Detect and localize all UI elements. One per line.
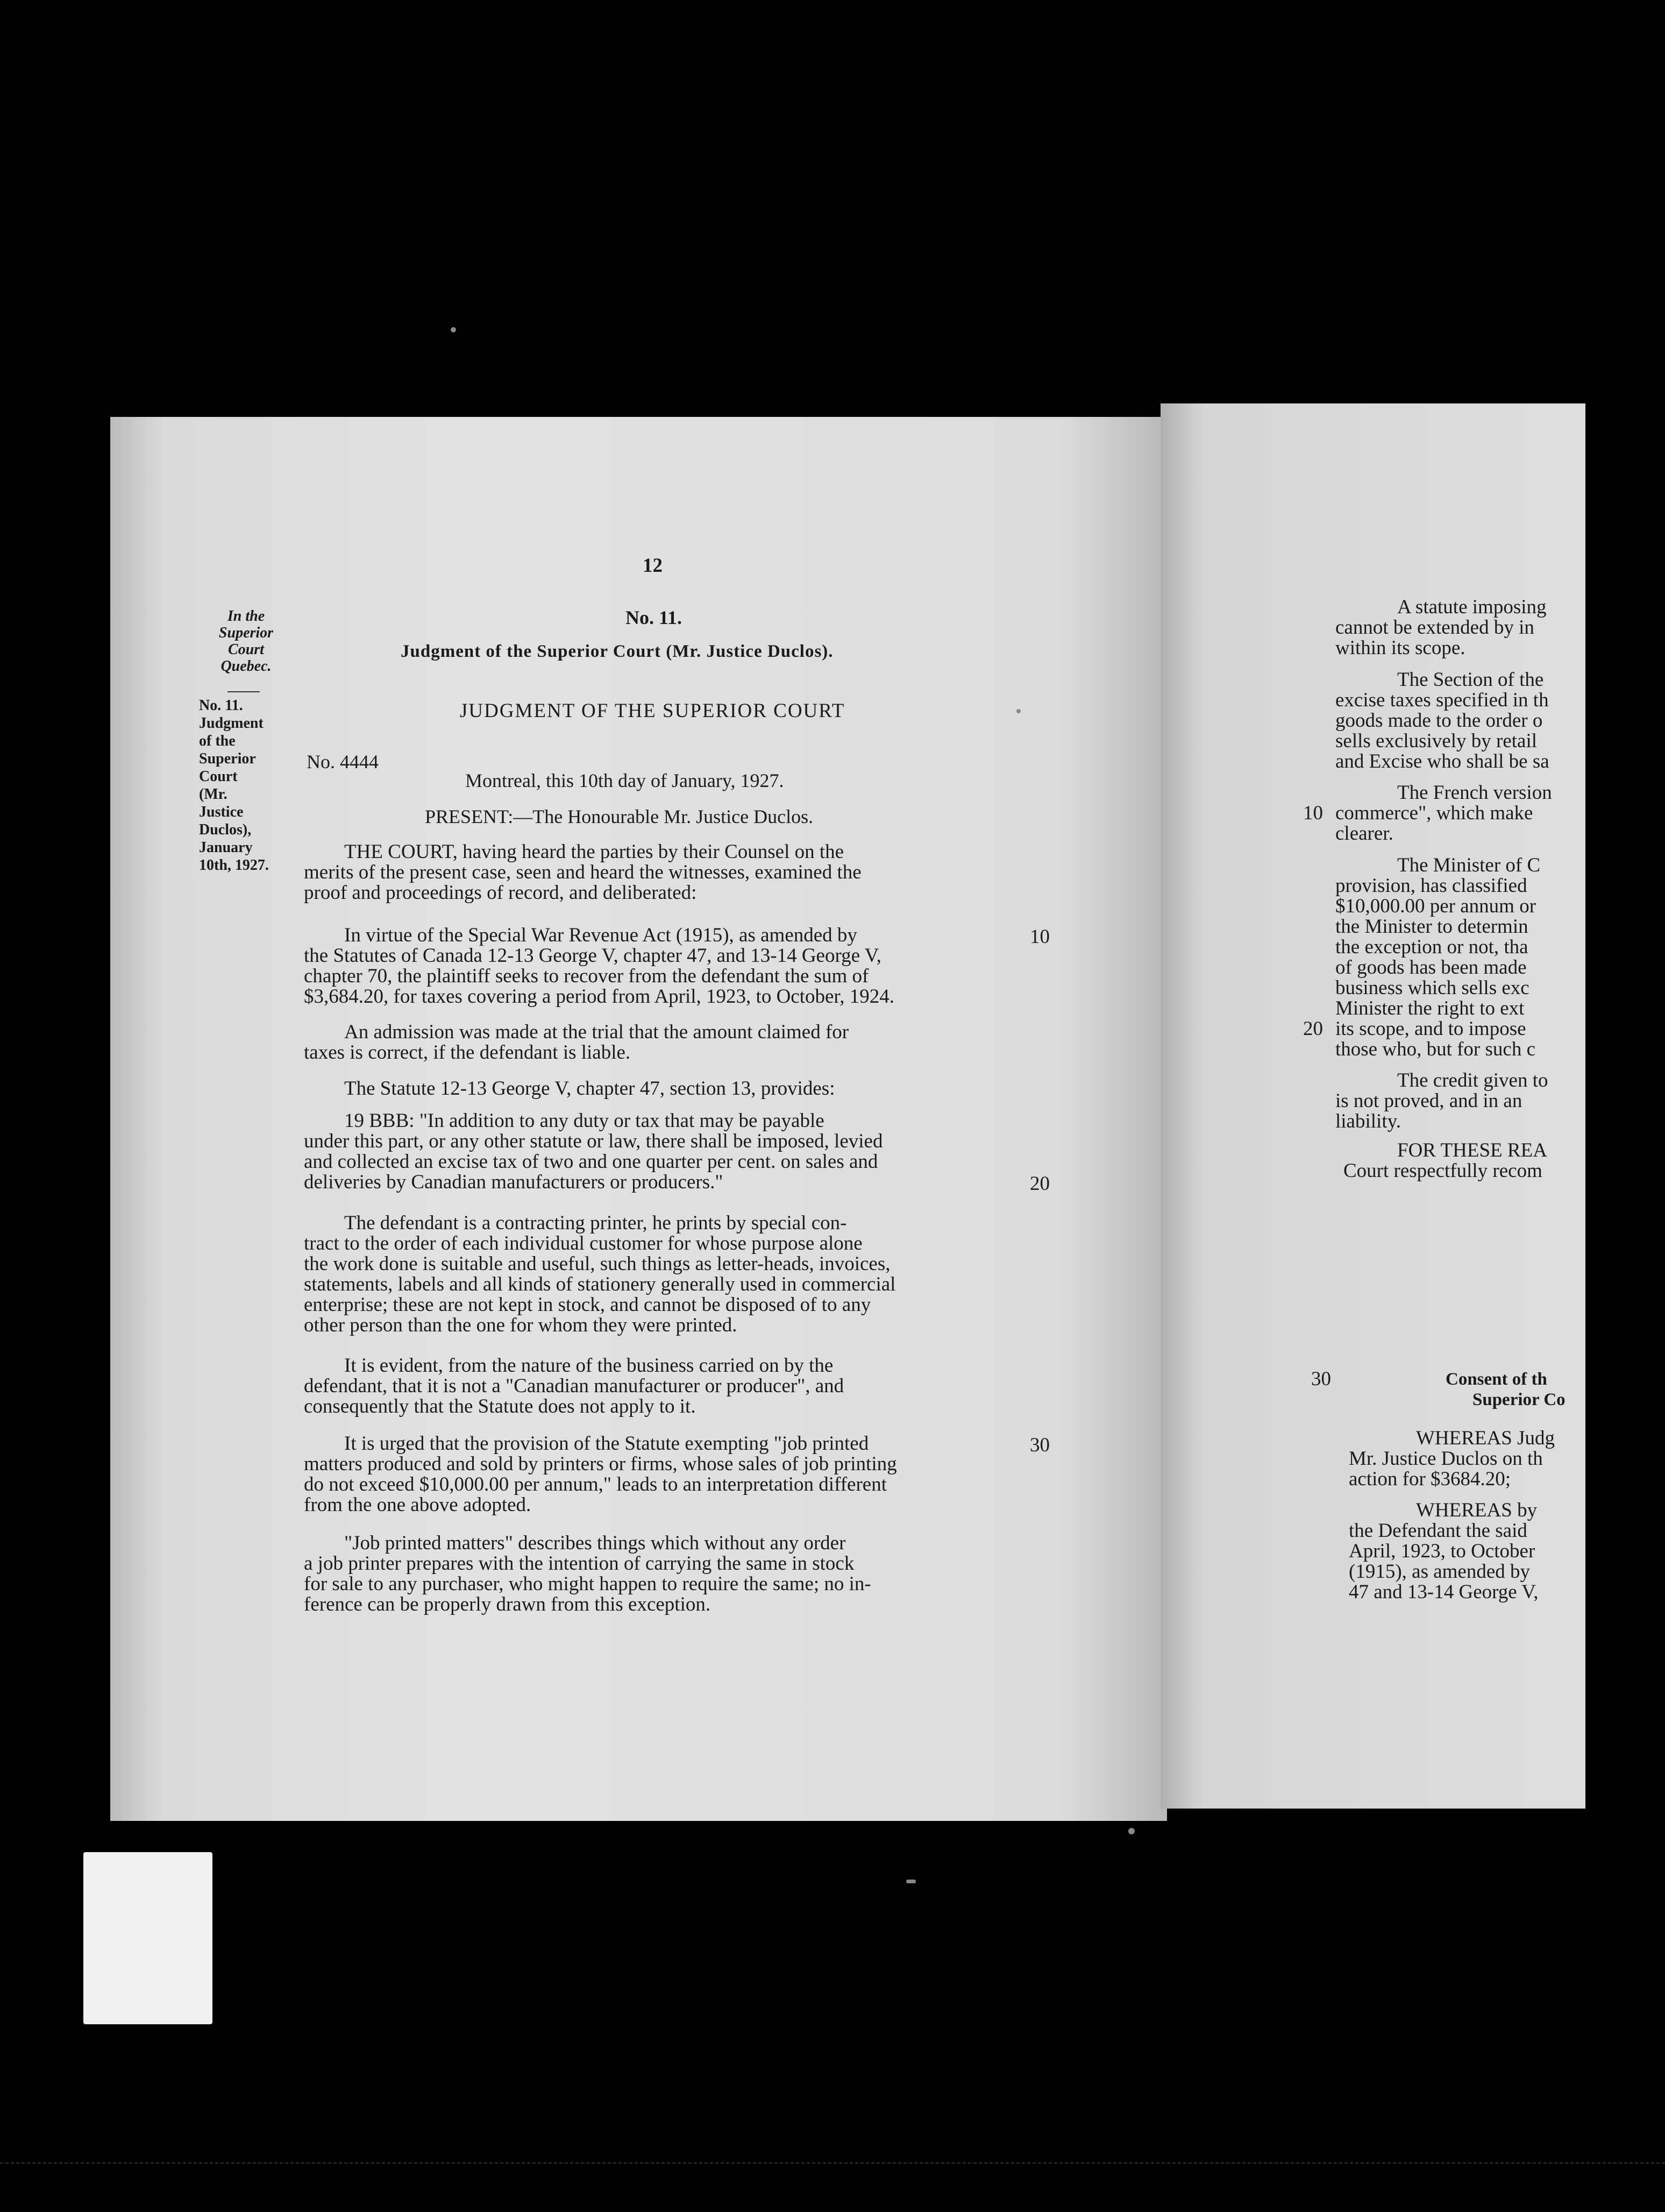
text-line: (1915), as amended by bbox=[1349, 1561, 1531, 1583]
paragraph-admission bbox=[304, 1022, 1129, 1063]
margin-note-line: In the bbox=[227, 608, 265, 625]
dust-speck bbox=[1128, 1828, 1135, 1834]
text-line: The credit given to bbox=[1397, 1069, 1548, 1091]
text-line: liability. bbox=[1335, 1110, 1401, 1132]
text-line: The Section of the bbox=[1397, 669, 1544, 691]
text-line: for sale to any purchaser, who might happen to require the same; no in- bbox=[304, 1573, 871, 1595]
text-line: deliveries by Canadian manufacturers or producers." bbox=[304, 1171, 723, 1193]
page-number: 12 bbox=[643, 555, 663, 577]
text-line: matters produced and sold by printers or firms, whose sales of job printing bbox=[304, 1453, 897, 1475]
line-number: 30 bbox=[1030, 1434, 1050, 1456]
left-page bbox=[110, 417, 1167, 1821]
text-line: its scope, and to impose bbox=[1335, 1018, 1526, 1040]
court-title: JUDGMENT OF THE SUPERIOR COURT bbox=[460, 700, 845, 722]
text-line: the Statutes of Canada 12-13 George V, chapter 47, and 13-14 George V, bbox=[304, 945, 881, 967]
text-line: within its scope. bbox=[1335, 637, 1465, 659]
line-number: 10 bbox=[1030, 926, 1050, 948]
text-line: An admission was made at the trial that the amount claimed for bbox=[344, 1021, 849, 1043]
paragraph-the-court bbox=[304, 842, 1129, 903]
present-line: PRESENT:—The Honourable Mr. Justice Duclos. bbox=[425, 806, 814, 827]
margin-note-judgment bbox=[199, 697, 269, 874]
text-line: merits of the present case, seen and heard the witnesses, examined the bbox=[304, 861, 862, 883]
text-line: those who, but for such c bbox=[1335, 1038, 1535, 1060]
text-line: In virtue of the Special War Revenue Act (1915), as amended by bbox=[344, 924, 857, 946]
text-line: a job printer prepares with the intention of carrying the same in stock bbox=[304, 1552, 855, 1575]
text-line: Court respectfully recom bbox=[1343, 1160, 1542, 1182]
text-line: action for $3684.20; bbox=[1349, 1468, 1511, 1490]
place-date: Montreal, this 10th day of January, 1927. bbox=[465, 770, 784, 791]
text-line: under this part, or any other statute or law, there shall be imposed, levied bbox=[304, 1130, 883, 1152]
margin-list-line: (Mr. bbox=[199, 786, 227, 803]
text-line: goods made to the order o bbox=[1335, 710, 1543, 732]
paragraph-job-printed bbox=[304, 1533, 1129, 1615]
text-line: chapter 70, the plaintiff seeks to recover from the defendant the sum of bbox=[304, 965, 869, 987]
dust-speck bbox=[906, 1880, 916, 1883]
text-line: proof and proceedings of record, and deliberated: bbox=[304, 882, 697, 904]
text-line: $3,684.20, for taxes covering a period from April, 1923, to October, 1924. bbox=[304, 986, 895, 1008]
paragraph-defendant bbox=[304, 1213, 1129, 1336]
line-number: 20 bbox=[1030, 1173, 1050, 1195]
text-line: The Statute 12-13 George V, chapter 47, section 13, provides: bbox=[344, 1077, 835, 1100]
text-line: consequently that the Statute does not apply to it. bbox=[304, 1395, 696, 1417]
text-line: business which sells exc bbox=[1335, 977, 1529, 999]
text-line: the Minister to determin bbox=[1335, 916, 1528, 938]
text-line: Superior Co bbox=[1472, 1390, 1566, 1409]
paragraph-urged bbox=[304, 1434, 1129, 1515]
right-page bbox=[1161, 403, 1585, 1809]
margin-note-line: Superior bbox=[218, 625, 274, 641]
text-line: WHEREAS by bbox=[1416, 1499, 1538, 1521]
text-line: Consent of th bbox=[1446, 1370, 1547, 1389]
text-line: other person than the one for whom they were printed. bbox=[304, 1314, 737, 1336]
text-line: tract to the order of each individual customer for whose purpose alone bbox=[304, 1232, 863, 1254]
paragraph-19-bbb bbox=[304, 1111, 1129, 1193]
margin-divider bbox=[227, 691, 260, 692]
margin-list-line: January bbox=[199, 839, 253, 856]
text-line: "Job printed matters" describes things which without any order bbox=[344, 1532, 846, 1554]
text-line: taxes is correct, if the defendant is liable. bbox=[304, 1041, 631, 1064]
target-card bbox=[83, 1852, 212, 2024]
line-number: 20 bbox=[1303, 1018, 1323, 1040]
text-line: Mr. Justice Duclos on th bbox=[1349, 1448, 1543, 1470]
margin-list-line: Court bbox=[199, 768, 238, 785]
line-number: 10 bbox=[1303, 802, 1323, 824]
text-line: of goods has been made bbox=[1335, 956, 1527, 979]
text-line: provision, has classified bbox=[1335, 875, 1527, 897]
text-line: commerce", which make bbox=[1335, 802, 1533, 824]
text-line: FOR THESE REA bbox=[1397, 1139, 1547, 1161]
text-line: 47 and 13-14 George V, bbox=[1349, 1581, 1539, 1603]
text-line: the work done is suitable and useful, such things as letter-heads, invoices, bbox=[304, 1253, 891, 1275]
margin-list-line: Judgment bbox=[199, 715, 264, 732]
text-line: is not proved, and in an bbox=[1335, 1090, 1522, 1112]
section-number: No. 11. bbox=[625, 607, 682, 628]
margin-list-line: Duclos), bbox=[199, 821, 252, 838]
text-line: The defendant is a contracting printer, he prints by special con- bbox=[344, 1212, 847, 1234]
text-line: excise taxes specified in th bbox=[1335, 689, 1549, 711]
text-line: and collected an excise tax of two and one quarter per cent. on sales and bbox=[304, 1151, 878, 1173]
text-line: do not exceed $10,000.00 per annum," leads to an interpretation different bbox=[304, 1473, 887, 1495]
paragraph-statute bbox=[304, 1079, 1129, 1099]
text-line: Minister the right to ext bbox=[1335, 997, 1525, 1019]
text-line: ference can be properly drawn from this exception. bbox=[304, 1593, 711, 1615]
paragraph-evident bbox=[304, 1356, 1129, 1417]
text-line: THE COURT, having heard the parties by their Counsel on the bbox=[344, 841, 844, 863]
paragraph-special-war-revenue bbox=[304, 925, 1129, 1007]
text-line: A statute imposing bbox=[1397, 596, 1547, 618]
text-line: and Excise who shall be sa bbox=[1335, 750, 1549, 772]
text-line: The French version bbox=[1397, 782, 1552, 804]
line-number: 30 bbox=[1311, 1368, 1331, 1390]
margin-note-line: Court bbox=[228, 641, 264, 658]
text-line: clearer. bbox=[1335, 823, 1393, 845]
text-line: cannot be extended by in bbox=[1335, 616, 1534, 639]
margin-note-line: Quebec. bbox=[220, 658, 272, 675]
margin-note-court bbox=[186, 608, 307, 675]
case-number: No. 4444 bbox=[307, 751, 379, 772]
text-line: The Minister of C bbox=[1397, 854, 1541, 876]
text-line: WHEREAS Judg bbox=[1416, 1427, 1555, 1449]
film-edge bbox=[0, 2163, 1665, 2167]
dust-speck bbox=[1016, 709, 1021, 713]
text-line: from the one above adopted. bbox=[304, 1494, 531, 1516]
text-line: It is evident, from the nature of the business carried on by the bbox=[344, 1355, 834, 1377]
margin-list-line: Superior bbox=[199, 750, 256, 767]
margin-list-line: Justice bbox=[199, 804, 244, 820]
text-line: April, 1923, to October bbox=[1349, 1540, 1535, 1562]
text-line: enterprise; these are not kept in stock, and cannot be disposed of to any bbox=[304, 1294, 871, 1316]
text-line: the exception or not, tha bbox=[1335, 936, 1528, 958]
margin-list-line: of the bbox=[199, 733, 236, 749]
margin-list-line: 10th, 1927. bbox=[199, 857, 269, 874]
text-line: defendant, that it is not a "Canadian manufacturer or producer", and bbox=[304, 1375, 844, 1397]
text-line: the Defendant the said bbox=[1349, 1520, 1527, 1542]
text-line: $10,000.00 per annum or bbox=[1335, 895, 1536, 917]
dust-speck bbox=[451, 327, 456, 332]
margin-list-line: No. 11. bbox=[199, 697, 243, 714]
section-title: Judgment of the Superior Court (Mr. Justice Duclos). bbox=[401, 642, 834, 661]
text-line: statements, labels and all kinds of stationery generally used in commercial bbox=[304, 1273, 896, 1295]
text-line: sells exclusively by retail bbox=[1335, 730, 1538, 752]
text-line: 19 BBB: "In addition to any duty or tax that may be payable bbox=[344, 1110, 824, 1132]
text-line: It is urged that the provision of the Statute exempting "job printed bbox=[344, 1433, 869, 1455]
